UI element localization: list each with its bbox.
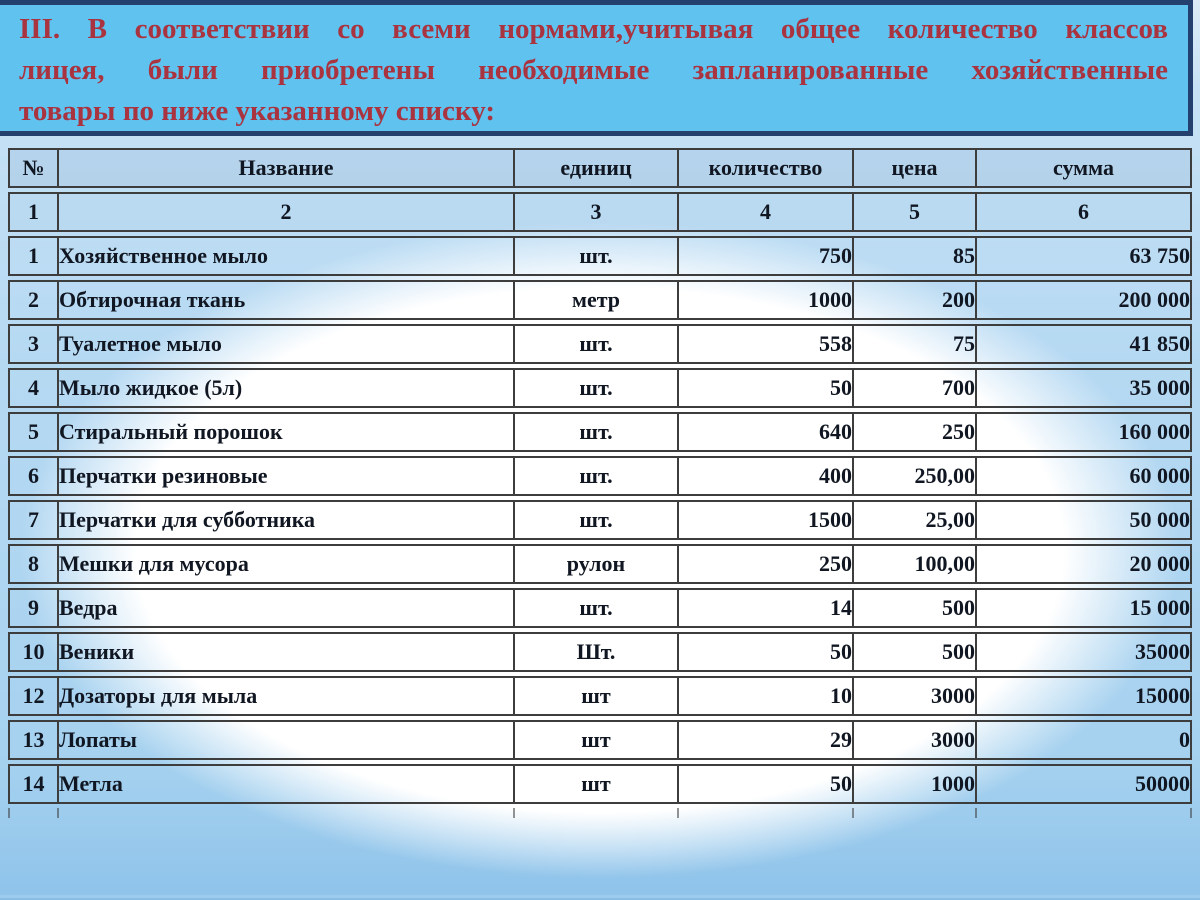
cell-qty: 50 — [677, 632, 852, 672]
col-header-qty: количество — [677, 148, 852, 188]
table-row — [8, 588, 1192, 628]
cell-qty: 1500 — [677, 500, 852, 540]
supplies-table — [8, 144, 1192, 822]
cell-qty: 1000 — [677, 280, 852, 320]
cell-num: 4 — [8, 368, 57, 408]
cell-unit: шт. — [513, 368, 677, 408]
table-row — [8, 368, 1192, 408]
cropped-next-row — [8, 808, 1192, 818]
cell-sum: 15000 — [975, 676, 1192, 716]
table-row — [8, 412, 1192, 452]
cell-price: 3000 — [852, 676, 975, 716]
table-row — [8, 632, 1192, 672]
cell-num: 9 — [8, 588, 57, 628]
cell-sum: 160 000 — [975, 412, 1192, 452]
cell-name: Метла — [57, 764, 513, 804]
cell-num: 14 — [8, 764, 57, 804]
cell-sum: 15 000 — [975, 588, 1192, 628]
cell-price: 250 — [852, 412, 975, 452]
cell-qty: 750 — [677, 236, 852, 276]
table-row — [8, 500, 1192, 540]
cell-name: Мешки для мусора — [57, 544, 513, 584]
cell-num: 2 — [8, 280, 57, 320]
cell-name: Перчатки для субботника — [57, 500, 513, 540]
table-row — [8, 236, 1192, 276]
cell-num: 12 — [8, 676, 57, 716]
cell-num: 6 — [8, 456, 57, 496]
col-number: 5 — [852, 192, 975, 232]
table-row — [8, 720, 1192, 760]
col-number: 2 — [57, 192, 513, 232]
table-header-row — [8, 148, 1192, 188]
cell-unit: шт. — [513, 588, 677, 628]
cell-sum: 50000 — [975, 764, 1192, 804]
cell-price: 85 — [852, 236, 975, 276]
table-row — [8, 456, 1192, 496]
cell-unit: шт — [513, 676, 677, 716]
table-row — [8, 676, 1192, 716]
cell-num: 1 — [8, 236, 57, 276]
cell-sum: 41 850 — [975, 324, 1192, 364]
cell-unit: шт. — [513, 456, 677, 496]
cell-qty: 10 — [677, 676, 852, 716]
cell-price: 75 — [852, 324, 975, 364]
cell-qty: 640 — [677, 412, 852, 452]
cell-qty: 250 — [677, 544, 852, 584]
cell-name: Перчатки резиновые — [57, 456, 513, 496]
cell-sum: 20 000 — [975, 544, 1192, 584]
cell-price: 700 — [852, 368, 975, 408]
cell-unit: шт. — [513, 324, 677, 364]
cell-price: 250,00 — [852, 456, 975, 496]
col-number: 4 — [677, 192, 852, 232]
table-row — [8, 280, 1192, 320]
cell-sum: 35 000 — [975, 368, 1192, 408]
cell-name: Ведра — [57, 588, 513, 628]
cell-qty: 558 — [677, 324, 852, 364]
cell-name: Веники — [57, 632, 513, 672]
cell-unit: шт. — [513, 500, 677, 540]
cell-num: 10 — [8, 632, 57, 672]
col-number: 3 — [513, 192, 677, 232]
cell-qty: 50 — [677, 764, 852, 804]
col-header-unit: единиц — [513, 148, 677, 188]
cell-num: 5 — [8, 412, 57, 452]
title-box — [0, 0, 1193, 136]
cell-num: 3 — [8, 324, 57, 364]
slide-title-line-3: товары по ниже указанному списку: — [19, 95, 495, 127]
cell-name: Лопаты — [57, 720, 513, 760]
table-row — [8, 764, 1192, 804]
col-number: 1 — [8, 192, 57, 232]
table-row — [8, 324, 1192, 364]
col-header-num: № — [8, 148, 57, 188]
cell-sum: 35000 — [975, 632, 1192, 672]
cell-price: 500 — [852, 632, 975, 672]
cell-num: 13 — [8, 720, 57, 760]
cell-sum: 0 — [975, 720, 1192, 760]
cell-price: 200 — [852, 280, 975, 320]
cell-num: 7 — [8, 500, 57, 540]
cell-price: 500 — [852, 588, 975, 628]
cell-price: 25,00 — [852, 500, 975, 540]
col-number: 6 — [975, 192, 1192, 232]
bottom-edge-bar — [0, 895, 1200, 900]
cell-name: Дозаторы для мыла — [57, 676, 513, 716]
cell-name: Туалетное мыло — [57, 324, 513, 364]
col-header-name: Название — [57, 148, 513, 188]
cell-price: 1000 — [852, 764, 975, 804]
col-header-sum: сумма — [975, 148, 1192, 188]
cell-name: Мыло жидкое (5л) — [57, 368, 513, 408]
cell-sum: 50 000 — [975, 500, 1192, 540]
column-numbers-row — [8, 192, 1192, 232]
cell-name: Хозяйственное мыло — [57, 236, 513, 276]
cell-qty: 400 — [677, 456, 852, 496]
cell-sum: 63 750 — [975, 236, 1192, 276]
cell-unit: метр — [513, 280, 677, 320]
slide-title-line-2: лицея, были приобретены необходимые запланированные хозяйственные — [19, 54, 1168, 86]
cell-price: 100,00 — [852, 544, 975, 584]
cell-unit: шт. — [513, 412, 677, 452]
table-row — [8, 544, 1192, 584]
cell-name: Обтирочная ткань — [57, 280, 513, 320]
cell-qty: 50 — [677, 368, 852, 408]
col-header-price: цена — [852, 148, 975, 188]
cell-unit: рулон — [513, 544, 677, 584]
cell-unit: шт — [513, 720, 677, 760]
cell-qty: 14 — [677, 588, 852, 628]
cell-unit: шт — [513, 764, 677, 804]
cell-unit: шт. — [513, 236, 677, 276]
cell-qty: 29 — [677, 720, 852, 760]
slide-title-line-1: III. В соответствии со всеми нормами,учитывая общее количество классов — [19, 13, 1168, 45]
cell-name: Стиральный порошок — [57, 412, 513, 452]
cell-sum: 200 000 — [975, 280, 1192, 320]
cell-num: 8 — [8, 544, 57, 584]
cell-sum: 60 000 — [975, 456, 1192, 496]
cell-unit: Шт. — [513, 632, 677, 672]
cell-price: 3000 — [852, 720, 975, 760]
